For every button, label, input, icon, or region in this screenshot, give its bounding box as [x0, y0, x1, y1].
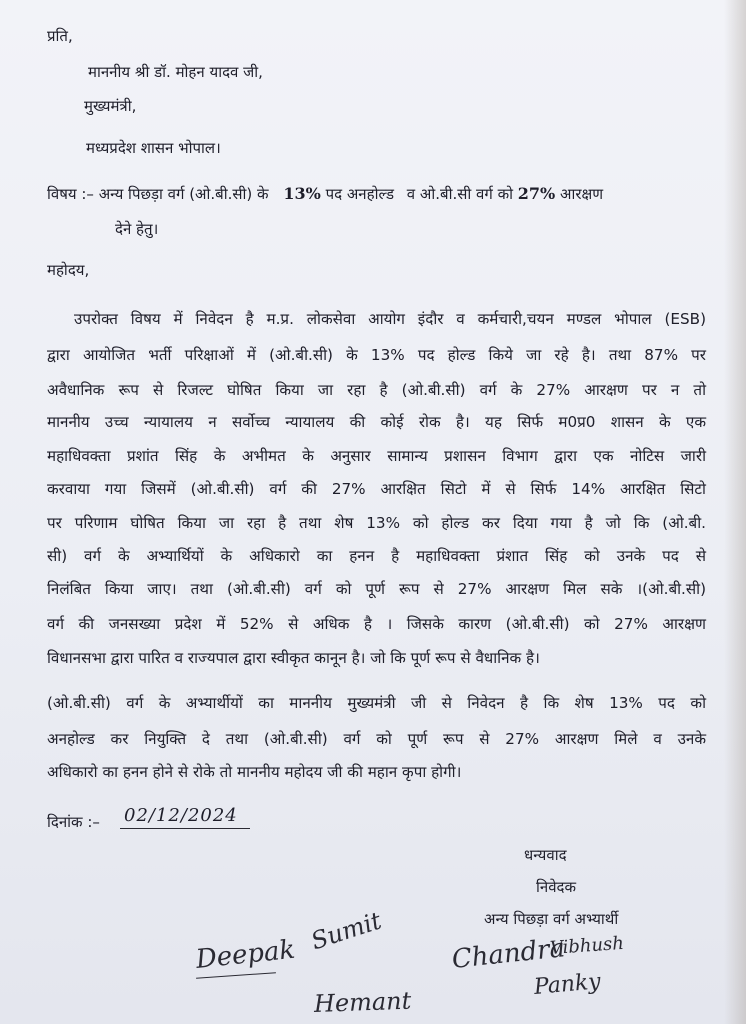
addressee-prefix: प्रति,	[47, 27, 73, 45]
subject-line-2: देने हेतु।	[115, 220, 159, 238]
date-label: दिनांक :–	[47, 813, 100, 831]
salutation: महोदय,	[47, 261, 90, 279]
date-value: 02/12/2024	[124, 805, 238, 826]
signature-vibhush: Vibhush	[549, 932, 625, 959]
subject-text-c: पद अनहोल्ड	[325, 185, 395, 203]
closing-applicant: निवेदक	[536, 878, 577, 896]
para1-line: उपरोक्त विषय में निवेदन है म.प्र. लोकसेवा आयोग इंदौर व कर्मचारी,चयन मण्डल भोपाल (ESB)	[74, 310, 706, 328]
para1-line: करवाया गया जिसमें (ओ.बी.सी) वर्ग की 27% आरक्षित सिटो में से सिर्फ 14% आरक्षित सिटो	[47, 480, 706, 498]
para1-line: माननीय उच्च न्यायालय न सर्वोच्च न्यायालय की कोई रोक है। यह सिर्फ म0प्र0 शासन के एक	[47, 413, 706, 431]
subject-text-f: आरक्षण	[560, 185, 604, 203]
date-underline	[120, 828, 250, 829]
signature-panky: Panky	[532, 969, 602, 1000]
subject-text-a: अन्य पिछड़ा वर्ग (ओ.बी.सी) के	[98, 185, 269, 203]
para1-line: अवैधानिक रूप से रिजल्ट घोषित किया जा रहा है (ओ.बी.सी) वर्ग के 27% आरक्षण पर न तो	[47, 381, 706, 399]
addressee-name: माननीय श्री डॉ. मोहन यादव जी,	[88, 63, 263, 81]
para1-line: सी) वर्ग के अभ्यार्थियों के अधिकारो का हनन है महाधिवक्ता प्रंशात सिंह को उनके पद से	[47, 547, 706, 565]
para1-line: वर्ग की जनसख्या प्रदेश में 52% से अधिक है । जिसके कारण (ओ.बी.सी) को 27% आरक्षण	[47, 615, 706, 633]
para1-line: पर परिणाम घोषित किया जा रहा है तथा शेष 13% को होल्ड कर दिया गया है जो कि (ओ.बी.	[47, 514, 706, 532]
para1-line: निलंबित किया जाए। तथा (ओ.बी.सी) वर्ग को पूर्ण रूप से 27% आरक्षण मिल सके ।(ओ.बी.सी)	[47, 580, 706, 598]
signature-deepak: Deepak	[194, 934, 297, 975]
para1-line: विधानसभा द्वारा पारित व राज्यपाल द्वारा स्वीकृत कानून है। जो कि पूर्ण रूप से वैधानिक है।	[47, 649, 540, 667]
subject-percent-27: 27%	[517, 184, 556, 203]
closing-thanks: धन्यवाद	[524, 846, 567, 864]
subject-label: विषय :–	[47, 185, 94, 203]
signature-sumit: Sumit	[307, 906, 385, 956]
subject-percent-13: 13%	[283, 184, 321, 203]
signature-chandra: Chandra	[450, 933, 567, 975]
addressee-title: मुख्यमंत्री,	[84, 97, 137, 115]
para1-line: महाधिवक्ता प्रशांत सिंह के अभीमत के अनुसार सामान्य प्रशासन विभाग द्वारा एक नोटिस जारी	[47, 447, 706, 465]
paper-edge-shadow	[724, 0, 746, 1024]
subject-text-d: व ओ.बी.सी वर्ग को	[406, 185, 513, 203]
para2-line: (ओ.बी.सी) वर्ग के अभ्यार्थीयों का माननीय मुख्यमंत्री जी से निवेदन है कि शेष 13% पद को	[47, 694, 706, 712]
subject-line-1	[47, 184, 603, 204]
para2-line: अधिकारो का हनन होने से रोके तो माननीय महोदय जी की महान कृपा होगी।	[47, 763, 462, 781]
signature-hemant: Hemant	[313, 986, 412, 1018]
closing-group: अन्य पिछड़ा वर्ग अभ्यार्थी	[484, 910, 619, 928]
para1-line: द्वारा आयोजित भर्ती परिक्षाओं में (ओ.बी.सी) के 13% पद होल्ड किये जा रहे है। तथा 87% पर	[47, 346, 706, 364]
addressee-office: मध्यप्रदेश शासन भोपाल।	[86, 139, 221, 157]
para2-line: अनहोल्ड कर नियुक्ति दे तथा (ओ.बी.सी) वर्ग को पूर्ण रूप से 27% आरक्षण मिले व उनके	[47, 730, 706, 748]
